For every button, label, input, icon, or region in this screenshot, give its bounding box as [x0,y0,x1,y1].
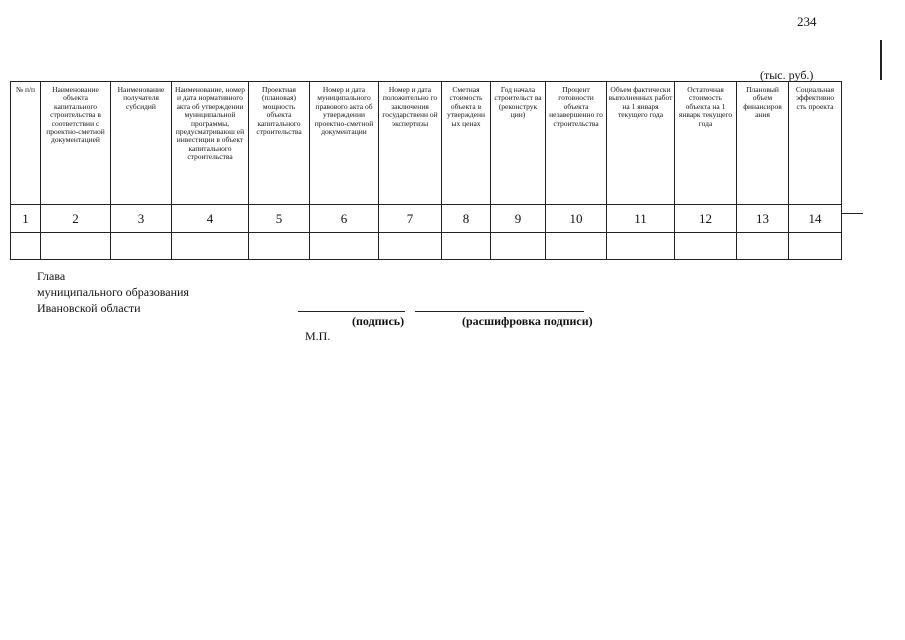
column-number: 8 [442,205,491,233]
empty-data-row [11,233,842,260]
column-number: 3 [111,205,172,233]
header-cell: Номер и дата положительно го заключения государственн ой экспертизы [379,82,442,205]
signer-title-line: Глава [37,269,66,283]
page-number: 234 [797,14,817,29]
signer-title-line: муниципального образования [37,285,189,299]
header-row [11,82,842,205]
column-number: 12 [675,205,737,233]
column-number-row [11,205,842,233]
investment-objects-table [10,81,842,260]
column-number: 13 [737,205,789,233]
empty-cell [789,233,842,260]
signature-line [298,311,405,312]
column-number: 14 [789,205,842,233]
decoding-line [415,311,584,312]
signature-caption: (подпись) [352,314,405,328]
empty-cell [607,233,675,260]
column-number: 6 [310,205,379,233]
empty-cell [546,233,607,260]
empty-cell [379,233,442,260]
column-number: 2 [41,205,111,233]
empty-cell [172,233,249,260]
empty-cell [737,233,789,260]
column-number: 7 [379,205,442,233]
header-cell: № п/п [11,82,41,205]
empty-cell [675,233,737,260]
column-number: 5 [249,205,310,233]
column-number: 4 [172,205,249,233]
empty-cell [11,233,41,260]
header-cell: Наименование получателя субсидий [111,82,172,205]
header-cell: Остаточная стоимость объекта на 1 январк текущего года [675,82,737,205]
column-number: 1 [11,205,41,233]
column-number: 11 [607,205,675,233]
empty-cell [41,233,111,260]
empty-cell [442,233,491,260]
stamp-label: М.П. [305,329,331,343]
margin-mark [880,40,882,80]
column-number: 10 [546,205,607,233]
decoding-caption: (расшифровка подписи) [462,314,593,328]
table-edge-line [841,213,863,214]
header-cell: Проектная (плановая) мощность объекта капитального строительства [249,82,310,205]
empty-cell [249,233,310,260]
header-cell: Социальная эффективно сть проекта [789,82,842,205]
empty-cell [111,233,172,260]
empty-cell [310,233,379,260]
header-cell: Плановый объем финансиров ания [737,82,789,205]
header-cell: Сметная стоимость объекта в утвержденн ых ценах [442,82,491,205]
header-cell: Процент готовности объекта незавершенно го строительства [546,82,607,205]
units-label: (тыс. руб.) [760,68,814,82]
header-cell: Наименование объекта капитального строительства в соответствии с проектно-сметной документацией [41,82,111,205]
column-number: 9 [491,205,546,233]
header-cell: Объем фактически выполненных работ на 1 января текущего года [607,82,675,205]
signer-title-line: Ивановской области [37,301,141,315]
empty-cell [491,233,546,260]
header-cell: Наименование, номер и дата нормативного акта об утверждении муниципальной программы, предусматриваюш ей инвестиции в объект капитального строительства [172,82,249,205]
signer-block [37,268,189,316]
header-cell: Номер и дата муниципального правового акта об утверждении проектно-сметной документации [310,82,379,205]
header-cell: Год начала строительст ва (реконструк ции) [491,82,546,205]
